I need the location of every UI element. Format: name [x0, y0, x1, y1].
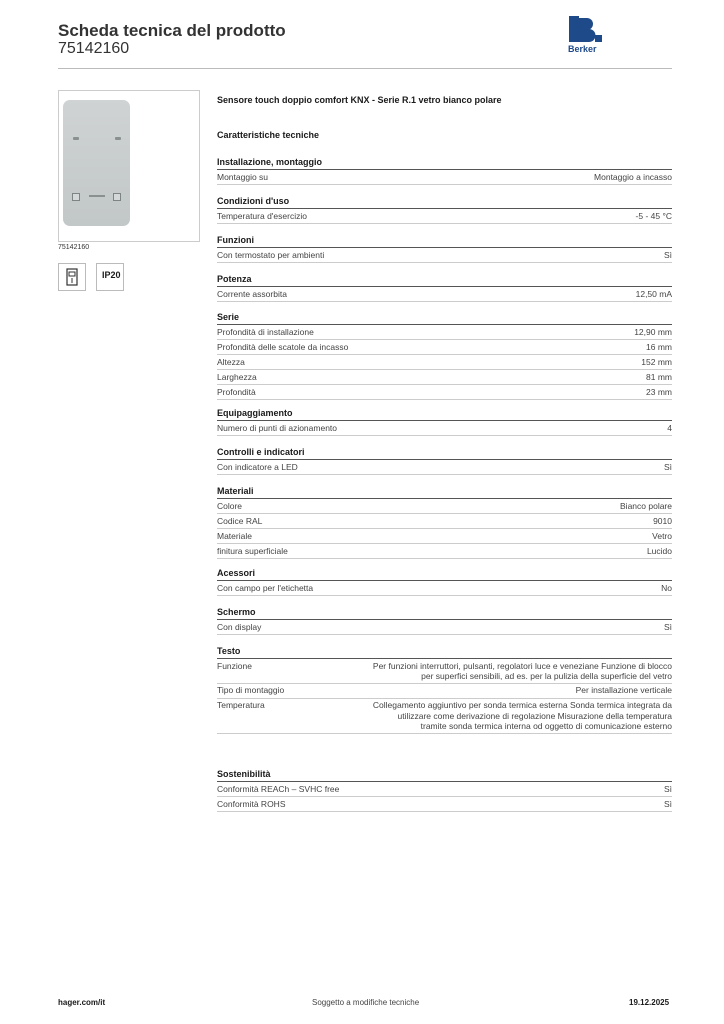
- spec-label: Con campo per l'etichetta: [217, 582, 314, 593]
- spec-row: [217, 499, 672, 514]
- section-title: Equipaggiamento: [217, 406, 672, 421]
- spec-value: Bianco polare: [620, 500, 672, 511]
- spec-label: Tipo di montaggio: [217, 685, 285, 695]
- spec-label: Funzione: [217, 660, 252, 671]
- spec-value: Vetro: [652, 530, 672, 541]
- spec-section: [217, 233, 672, 263]
- spec-row: [217, 797, 672, 812]
- brand-name: Berker: [568, 44, 597, 54]
- spec-value: 152 mm: [641, 356, 672, 367]
- footer-date: 19.12.2025: [629, 998, 670, 1007]
- spec-section: [217, 272, 672, 302]
- spec-value: Per installazione verticale: [575, 685, 672, 695]
- spec-value: 4: [667, 422, 672, 433]
- spec-label: Profondità delle scatole da incasso: [217, 341, 349, 352]
- spec-value: Sì: [663, 249, 672, 260]
- image-caption: 75142160: [58, 244, 90, 251]
- spec-value: Sì: [663, 621, 672, 632]
- ip20-badge: IP20: [96, 263, 124, 291]
- header-divider: [58, 68, 672, 69]
- device-illustration: [63, 100, 130, 226]
- spec-label: Con indicatore a LED: [217, 461, 298, 472]
- spec-label: Larghezza: [217, 371, 257, 382]
- spec-value: 23 mm: [646, 386, 672, 397]
- spec-label: Conformità ROHS: [217, 798, 286, 809]
- spec-label: Con termostato per ambienti: [217, 249, 325, 260]
- spec-label: Montaggio su: [217, 171, 269, 182]
- footer-website[interactable]: hager.com/it: [58, 998, 106, 1007]
- spec-section: [217, 406, 672, 436]
- spec-row: [217, 529, 672, 544]
- spec-row: [217, 209, 672, 224]
- spec-value: 9010: [653, 515, 672, 526]
- section-title: Sostenibilità: [217, 767, 672, 782]
- spec-row: [217, 684, 672, 699]
- spec-value: Collegamento aggiuntivo per sonda termica esterna Sonda termica integrata da utilizzare come derivazione di regolazione Misurazione della temperatura tramite sonda termica interna od oggetto di comunicazione esterno: [372, 700, 672, 731]
- spec-section: [217, 605, 672, 635]
- section-title: Serie: [217, 310, 672, 325]
- spec-row: [217, 514, 672, 529]
- spec-section: [217, 566, 672, 596]
- spec-row: [217, 370, 672, 385]
- product-title: Sensore touch doppio comfort KNX - Serie R.1 vetro bianco polare: [217, 95, 502, 105]
- spec-row: [217, 699, 672, 734]
- spec-section: [217, 194, 672, 224]
- spec-row: [217, 325, 672, 340]
- spec-label: Corrente assorbita: [217, 288, 287, 299]
- spec-section: [217, 445, 672, 475]
- spec-label: Temperatura d'esercizio: [217, 210, 307, 221]
- spec-label: Profondità di installazione: [217, 326, 314, 337]
- spec-label: Numero di punti di azionamento: [217, 422, 338, 433]
- spec-row: [217, 170, 672, 185]
- spec-row: [217, 287, 672, 302]
- spec-value: Sì: [663, 783, 672, 794]
- footer-notice: Soggetto a modifiche tecniche: [312, 998, 420, 1007]
- spec-label: Altezza: [217, 356, 245, 367]
- spec-value: 12,90 mm: [634, 326, 672, 337]
- spec-value: 12,50 mA: [635, 288, 672, 299]
- spec-value: Montaggio a incasso: [594, 171, 672, 182]
- spec-value: Sì: [663, 461, 672, 472]
- section-title: Installazione, montaggio: [217, 155, 672, 170]
- spec-value: 16 mm: [646, 341, 672, 352]
- spec-section: [217, 767, 672, 812]
- spec-value: Lucido: [646, 545, 672, 556]
- section-title: Acessori: [217, 566, 672, 581]
- spec-row: [217, 355, 672, 370]
- spec-value: Sì: [663, 798, 672, 809]
- spec-row: [217, 460, 672, 475]
- section-title: Materiali: [217, 484, 672, 499]
- spec-section: [217, 484, 672, 559]
- spec-row: [217, 659, 672, 684]
- page-title: Scheda tecnica del prodotto: [58, 21, 286, 40]
- spec-section: [217, 310, 672, 400]
- spec-label: Colore: [217, 500, 243, 511]
- spec-section: [217, 644, 672, 734]
- spec-value: 81 mm: [646, 371, 672, 382]
- spec-row: [217, 581, 672, 596]
- spec-label: finitura superficiale: [217, 545, 288, 556]
- spec-row: [217, 620, 672, 635]
- spec-row: [217, 421, 672, 436]
- spec-row: [217, 782, 672, 797]
- product-code-header: 75142160: [58, 40, 130, 57]
- section-title: Controlli e indicatori: [217, 445, 672, 460]
- section-title: Condizioni d'uso: [217, 194, 672, 209]
- section-title: Testo: [217, 644, 672, 659]
- spec-label: Profondità: [217, 386, 256, 397]
- characteristics-title: Caratteristiche tecniche: [217, 130, 320, 140]
- spec-value: Per funzioni interruttori, pulsanti, regolatori luce e veneziane Funzione di blocco per superfici sensibili, ad es. per la pulizia della superficie del vetro: [372, 660, 672, 681]
- spec-label: Conformità REACh – SVHC free: [217, 783, 340, 794]
- spec-row: [217, 544, 672, 559]
- spec-value: -5 - 45 °C: [635, 210, 672, 221]
- spec-label: Temperatura: [217, 700, 265, 710]
- mounting-icon: [58, 263, 86, 291]
- spec-row: [217, 340, 672, 355]
- section-title: Funzioni: [217, 233, 672, 248]
- spec-value: No: [661, 582, 672, 593]
- product-image: [58, 90, 200, 242]
- spec-label: Con display: [217, 621, 262, 632]
- section-title: Potenza: [217, 272, 672, 287]
- spec-row: [217, 385, 672, 400]
- spec-row: [217, 248, 672, 263]
- spec-section: [217, 155, 672, 185]
- spec-label: Codice RAL: [217, 515, 263, 526]
- section-title: Schermo: [217, 605, 672, 620]
- spec-label: Materiale: [217, 530, 252, 541]
